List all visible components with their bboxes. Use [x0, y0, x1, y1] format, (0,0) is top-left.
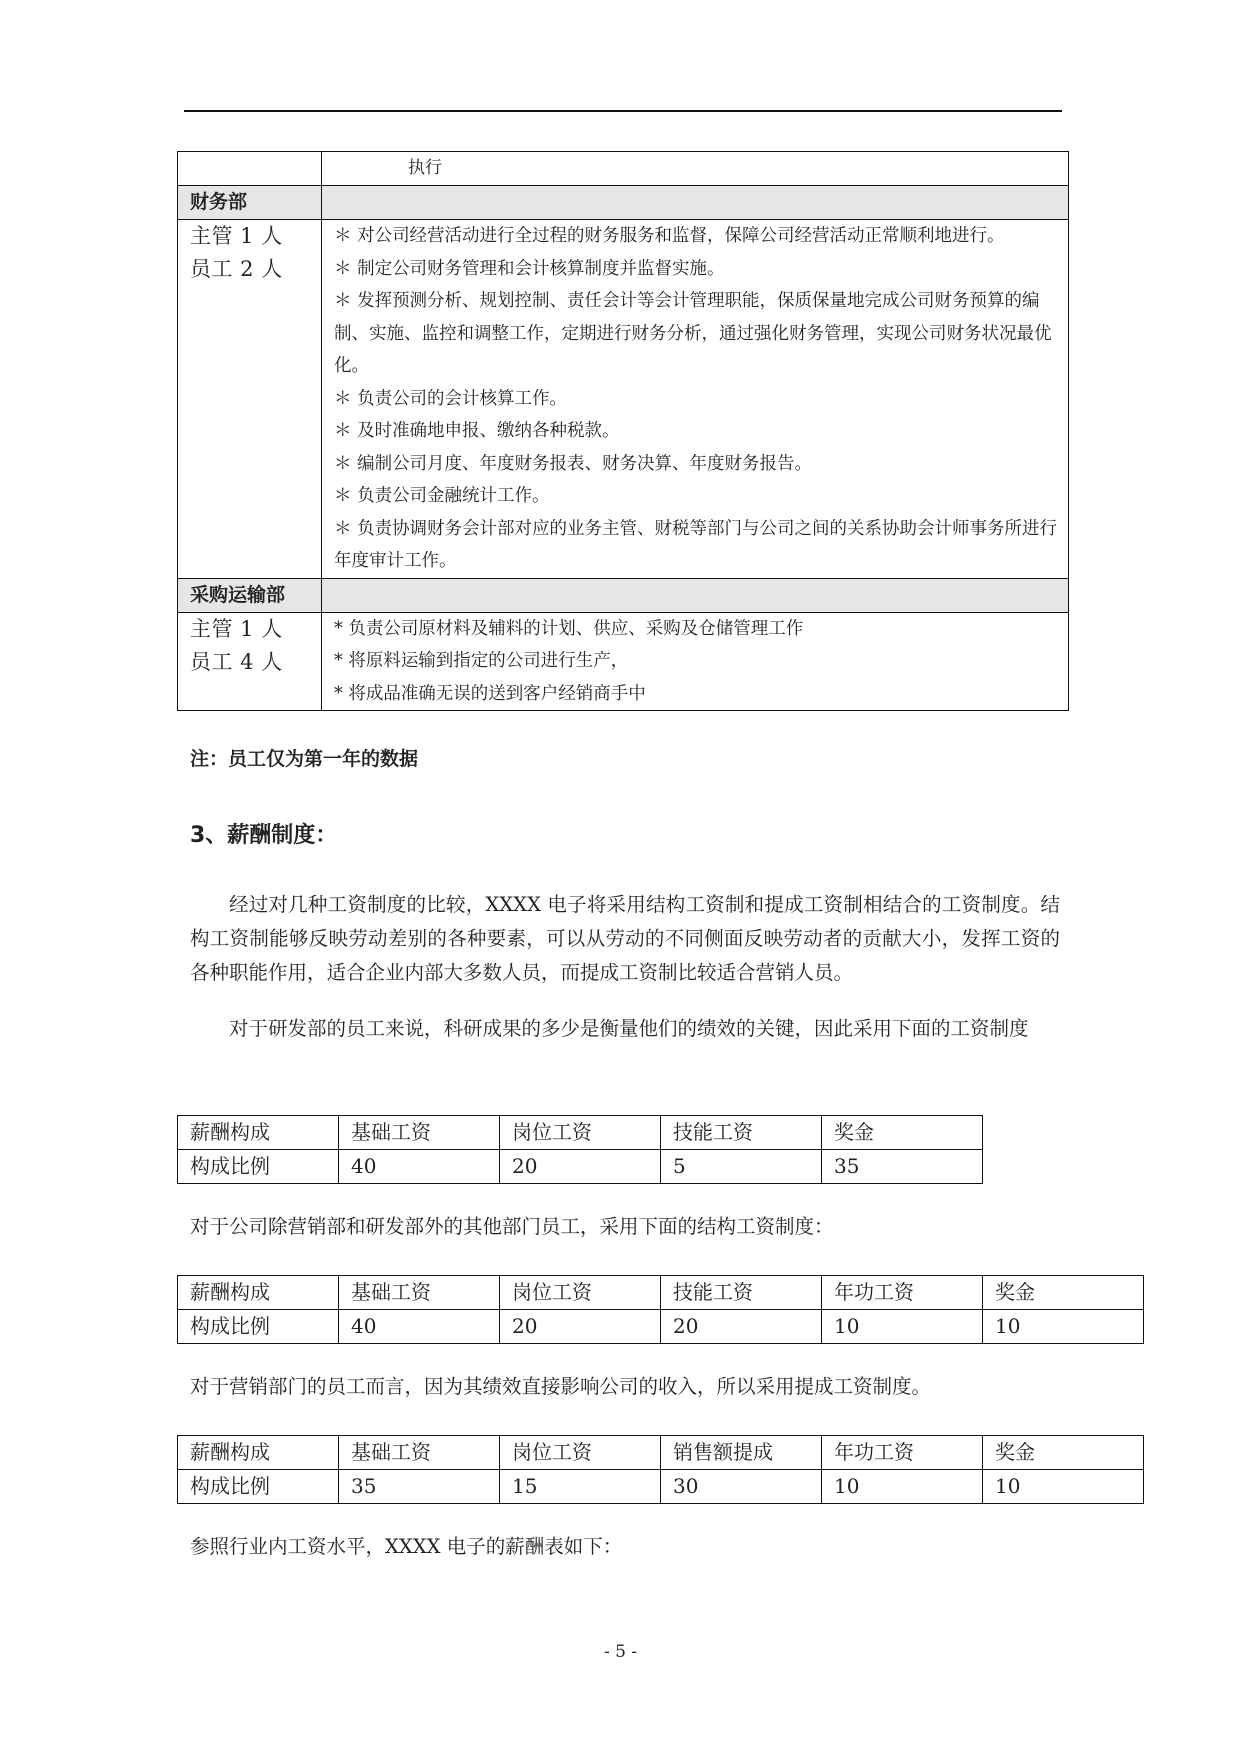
table-cell: 5 — [661, 1150, 822, 1184]
table-cell: 奖金 — [983, 1276, 1144, 1310]
table-cell: 35 — [822, 1150, 983, 1184]
table-cell: 岗位工资 — [500, 1116, 661, 1150]
table-cell: 10 — [983, 1310, 1144, 1344]
header-rule — [184, 110, 1062, 112]
table-cell: 奖金 — [822, 1116, 983, 1150]
table-cell: 40 — [339, 1150, 500, 1184]
table-cell: 岗位工资 — [500, 1276, 661, 1310]
staff-cell — [178, 220, 322, 579]
staff-count: 员工 2 人 — [190, 257, 283, 281]
table-cell: 薪酬构成 — [178, 1116, 339, 1150]
table-cell: 10 — [983, 1470, 1144, 1504]
duties-cell — [322, 612, 1069, 711]
table-cell: 构成比例 — [178, 1150, 339, 1184]
department-header-row — [178, 578, 1069, 612]
rd-paragraph: 对于研发部的员工来说，科研成果的多少是衡量他们的绩效的关键，因此采用下面的工资制度 — [229, 1017, 1029, 1040]
table-cell: 15 — [500, 1470, 661, 1504]
table-cell: 20 — [661, 1310, 822, 1344]
other-paragraph: 对于公司除营销部和研发部外的其他部门员工，采用下面的结构工资制度： — [190, 1215, 834, 1238]
table-cell: 薪酬构成 — [178, 1436, 339, 1470]
department-name: 采购运输部 — [190, 583, 286, 606]
table-cell: 奖金 — [983, 1436, 1144, 1470]
staff-count: 主管 1 人 — [190, 616, 283, 641]
table-row — [178, 1310, 1144, 1344]
section-title: 3、薪酬制度： — [190, 823, 338, 848]
duty-item: ＊ 负责公司的会计核算工作。 — [334, 388, 568, 409]
staff-cell — [178, 612, 322, 711]
staff-note: 注：员工仅为第一年的数据 — [190, 748, 419, 770]
table-cell: 岗位工资 — [500, 1436, 661, 1470]
table-cell: 技能工资 — [661, 1276, 822, 1310]
duty-item: ＊ 编制公司月度、年度财务报表、财务决算、年度财务报告。 — [334, 453, 813, 474]
staff-count: 员工 4 人 — [190, 649, 283, 674]
table-header-row — [178, 1116, 983, 1150]
duty-item: ＊ 及时准确地申报、缴纳各种税款。 — [334, 421, 620, 441]
table-cell: 基础工资 — [339, 1436, 500, 1470]
duty-item: ＊ 制定公司财务管理和会计核算制度并监督实施。 — [334, 258, 725, 279]
table-cell: 销售额提成 — [661, 1436, 822, 1470]
continued-text: 执行 — [408, 158, 442, 178]
reference-paragraph: 参照行业内工资水平，XXXX 电子的薪酬表如下： — [190, 1535, 623, 1558]
table-cell: 薪酬构成 — [178, 1276, 339, 1310]
table-row — [178, 1150, 983, 1184]
table-cell: 基础工资 — [339, 1276, 500, 1310]
table-header-row — [178, 1276, 1144, 1310]
table-cell — [178, 578, 322, 612]
department-header-row — [178, 186, 1069, 220]
table-cell — [322, 186, 1069, 220]
table-cell: 年功工资 — [822, 1436, 983, 1470]
table-cell: 20 — [500, 1150, 661, 1184]
staff-count: 主管 1 人 — [190, 224, 283, 248]
table-cell: 35 — [339, 1470, 500, 1504]
duty-item: ＊ 负责协调财务会计部对应的业务主管、财税等部门与公司之间的关系协助会计师事务所进行年度审计工作。 — [334, 518, 1058, 571]
table-header-row — [178, 1436, 1144, 1470]
intro-paragraph: 经过对几种工资制度的比较，XXXX 电子将采用结构工资制和提成工资制相结合的工资制度。结构工资制能够反映劳动差别的各种要素，可以从劳动的不同侧面反映劳动者的贡献大小，发挥工资的各种职能作用，适合企业内部大多数人员，而提成工资制比较适合营销人员。 — [190, 893, 1060, 984]
salary-table-rd — [177, 1115, 983, 1184]
table-cell: 年功工资 — [822, 1276, 983, 1310]
table-row — [178, 612, 1069, 711]
duty-item: ＊ 发挥预测分析、规划控制、责任会计等会计管理职能，保质保量地完成公司财务预算的编制、实施、监控和调整工作，定期进行财务分析，通过强化财务管理，实现公司财务状况最优化。 — [334, 291, 1052, 376]
table-cell: 构成比例 — [178, 1310, 339, 1344]
duty-item: ＊ 负责公司金融统计工作。 — [334, 486, 550, 506]
table-row — [178, 152, 1069, 186]
table-cell: 基础工资 — [339, 1116, 500, 1150]
table-cell — [322, 578, 1069, 612]
table-row — [178, 220, 1069, 579]
table-cell — [322, 152, 1069, 186]
table-cell — [178, 152, 322, 186]
table-cell: 40 — [339, 1310, 500, 1344]
duties-cell — [322, 220, 1069, 579]
table-row — [178, 1470, 1144, 1504]
salary-table-sales — [177, 1435, 1144, 1504]
table-cell: 10 — [822, 1470, 983, 1504]
duty-item: * 将原料运输到指定的公司进行生产， — [334, 651, 629, 671]
department-name: 财务部 — [190, 191, 248, 213]
table-cell: 30 — [661, 1470, 822, 1504]
department-duties-table — [177, 151, 1069, 711]
table-cell — [178, 186, 322, 220]
salary-table-other — [177, 1275, 1144, 1344]
sales-paragraph: 对于营销部门的员工而言，因为其绩效直接影响公司的收入，所以采用提成工资制度。 — [190, 1375, 932, 1398]
table-cell: 20 — [500, 1310, 661, 1344]
duty-item: * 将成品准确无误的送到客户经销商手中 — [334, 683, 646, 704]
duty-item: * 负责公司原材料及辅料的计划、供应、采购及仓储管理工作 — [334, 618, 804, 639]
table-cell: 构成比例 — [178, 1470, 339, 1504]
page-number: - 5 - — [603, 1642, 638, 1662]
table-cell: 10 — [822, 1310, 983, 1344]
table-cell: 技能工资 — [661, 1116, 822, 1150]
duty-item: ＊ 对公司经营活动进行全过程的财务服务和监督，保障公司经营活动正常顺利地进行。 — [334, 226, 1005, 246]
